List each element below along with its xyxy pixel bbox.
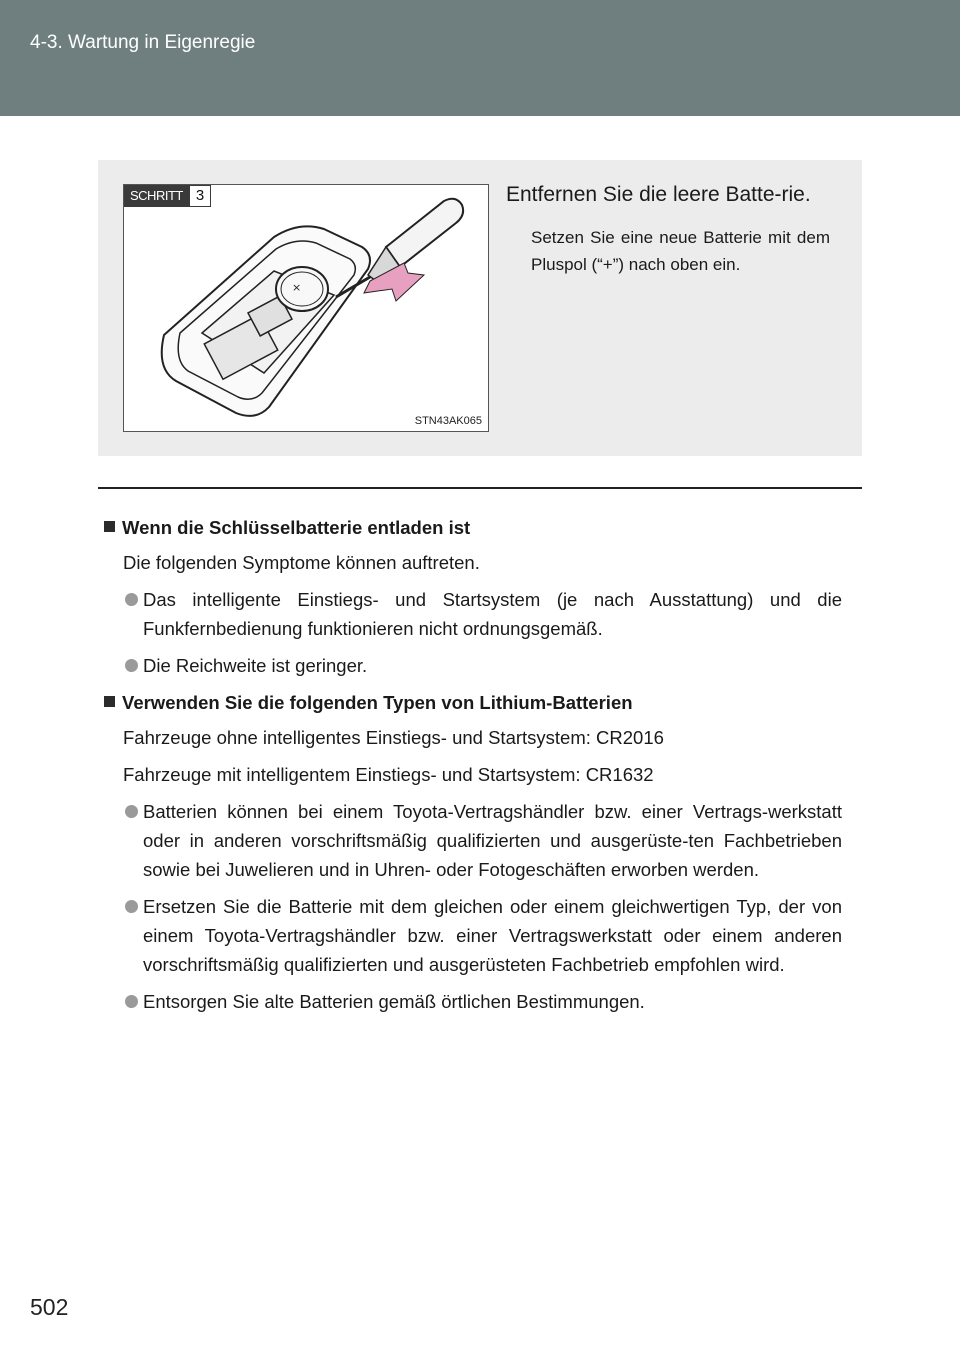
step-badge	[124, 185, 211, 207]
bullet-dot-icon	[125, 659, 138, 672]
bullet-text: Batterien können bei einem Toyota-Vertragshändler bzw. einer Vertrags-werkstatt oder in anderen vorschriftsmäßig qualifizierten und ausgerüste-ten Fachbetrieben sowie bei Juwelieren und in Uhren- oder Fotogeschäften erworben werden.	[143, 801, 842, 880]
section-divider	[98, 487, 862, 489]
bullet-item	[123, 797, 842, 884]
bullet-item	[123, 585, 842, 643]
main-content	[102, 513, 842, 1024]
section-heading: Verwenden Sie die folgenden Typen von Lithium-Batterien	[102, 688, 842, 717]
paragraph: Fahrzeuge ohne intelligentes Einstiegs- und Startsystem: CR2016	[123, 727, 664, 748]
section-title: 4-3. Wartung in Eigenregie	[30, 32, 256, 53]
paragraph: Die folgenden Symptome können auftreten.	[123, 552, 480, 573]
bullet-dot-icon	[125, 995, 138, 1008]
step-instruction: Entfernen Sie die leere Batte-rie.	[506, 183, 811, 206]
bullet-dot-icon	[125, 593, 138, 606]
step-label: SCHRITT	[124, 185, 189, 207]
bullet-text: Das intelligente Einstiegs- und Startsystem (je nach Ausstattung) und die Funkfernbedienung funktionieren nicht ordnungsgemäß.	[143, 589, 842, 639]
section-heading: Wenn die Schlüsselbatterie entladen ist	[102, 513, 842, 542]
svg-text:×: ×	[292, 281, 302, 294]
step-note: Setzen Sie eine neue Batterie mit dem Pluspol (“+”) nach oben ein.	[531, 228, 830, 274]
step-number: 3	[189, 185, 211, 207]
bullet-item	[123, 987, 842, 1016]
bullet-text: Die Reichweite ist geringer.	[143, 655, 368, 676]
paragraph: Fahrzeuge mit intelligentem Einstiegs- und Startsystem: CR1632	[123, 764, 654, 785]
bullet-text: Ersetzen Sie die Batterie mit dem gleichen oder einem gleichwertigen Typ, der von einem Toyota-Vertragshändler bzw. einer Vertragswerkstatt oder einem anderen vorschriftsmäßig qualifizierten und ausgerüsteten Fachbetrieb empfohlen wird.	[143, 896, 842, 975]
bullet-dot-icon	[125, 900, 138, 913]
bullet-text: Entsorgen Sie alte Batterien gemäß örtlichen Bestimmungen.	[143, 991, 645, 1012]
bullet-item	[123, 892, 842, 979]
bullet-dot-icon	[125, 805, 138, 818]
key-battery-figure	[123, 184, 489, 432]
key-fob-illustration	[124, 185, 488, 431]
page-header	[0, 0, 960, 116]
step-text	[506, 178, 830, 278]
bullet-item	[123, 651, 842, 680]
step-box	[98, 160, 862, 456]
figure-code: STN43AK065	[414, 415, 482, 427]
page-number: 502	[30, 1294, 69, 1320]
